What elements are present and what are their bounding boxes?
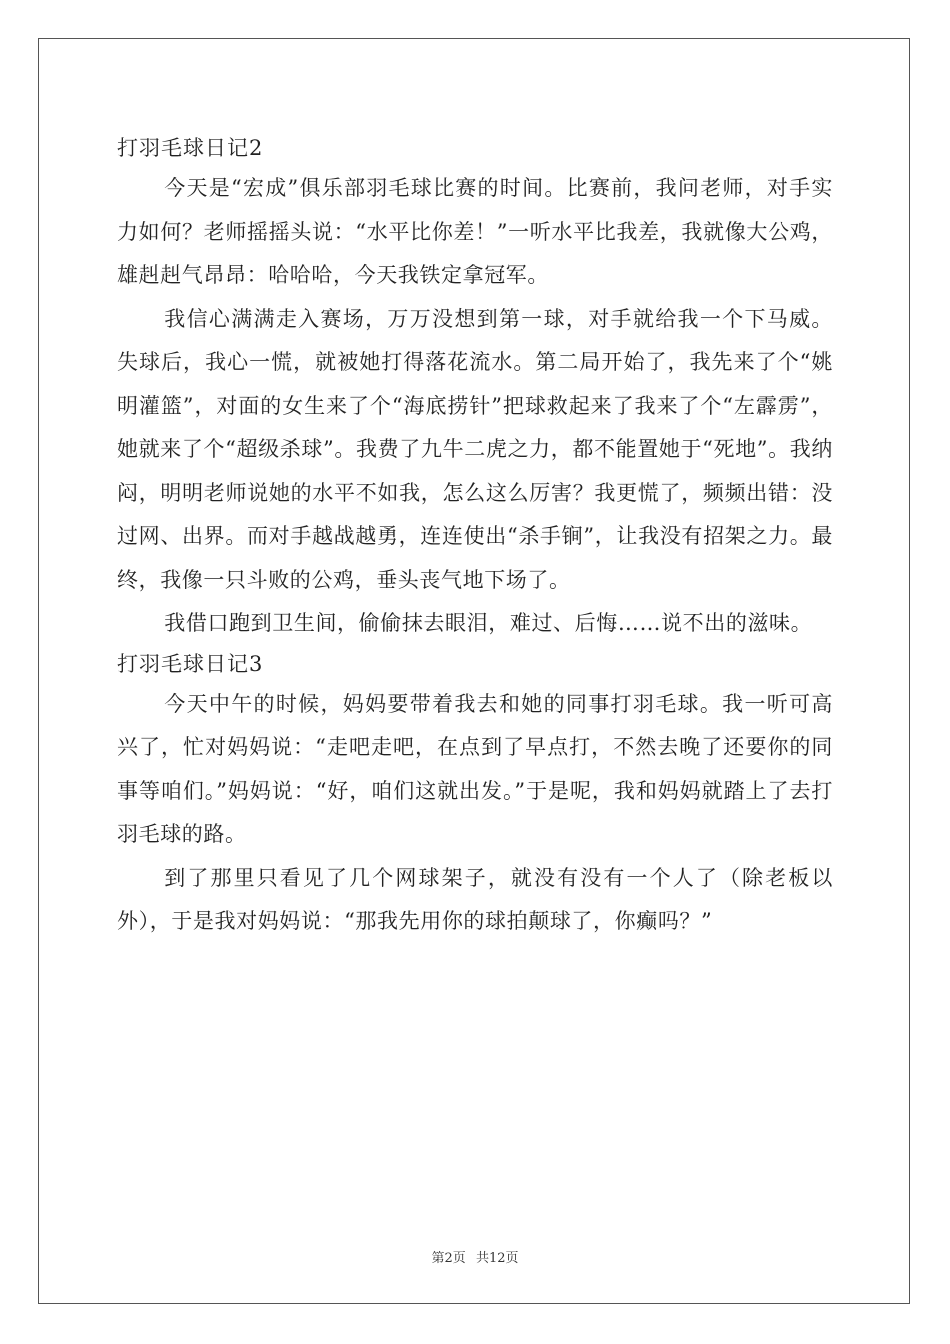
document-body <box>117 130 833 944</box>
paragraph: 到了那里只看见了几个网球架子，就没有没有一个人了（除老板以外），于是我对妈妈说：“那我先用你的球拍颠球了，你癫吗？” <box>117 865 833 933</box>
section-diary-2 <box>117 130 833 646</box>
section-title: 打羽毛球日记2 <box>117 136 264 160</box>
paragraph: 今天中午的时候，妈妈要带着我去和她的同事打羽毛球。我一听可高兴了，忙对妈妈说：“走吧走吧，在点到了早点打，不然去晚了还要你的同事等咱们。”妈妈说：“好，咱们这就出发。”于是呢，我和妈妈就踏上了去打羽毛球的路。 <box>117 691 833 846</box>
paragraph: 今天是“宏成”俱乐部羽毛球比赛的时间。比赛前，我问老师，对手实力如何？老师摇摇头说：“水平比你差！”一听水平比我差，我就像大公鸡，雄赳赳气昂昂：哈哈哈，今天我铁定拿冠军。 <box>117 176 833 287</box>
section-title: 打羽毛球日记3 <box>117 651 264 676</box>
paragraph: 我借口跑到卫生间，偷偷抹去眼泪，难过、后悔……说不出的滋味。 <box>164 611 813 635</box>
page-number: 第2页 <box>431 1251 466 1266</box>
page-total: 共12页 <box>475 1251 519 1266</box>
paragraph: 我信心满满走入赛场，万万没想到第一球，对手就给我一个下马威。失球后，我心一慌，就被她打得落花流水。第二局开始了，我先来了个“姚明灌篮”，对面的女生来了个“海底捞针”把球救起来了我来了个“左霹雳”，她就来了个“超级杀球”。我费了九牛二虎之力，都不能置她于“死地”。我纳闷，明明老师说她的水平不如我，怎么这么厉害？我更慌了，频频出错：没过网、出界。而对手越战越勇，连连使出“杀手锏”，让我没有招架之力。最终，我像一只斗败的公鸡，垂头丧气地下场了。 <box>117 306 833 592</box>
section-diary-3 <box>117 646 833 944</box>
page-footer <box>0 1247 950 1266</box>
